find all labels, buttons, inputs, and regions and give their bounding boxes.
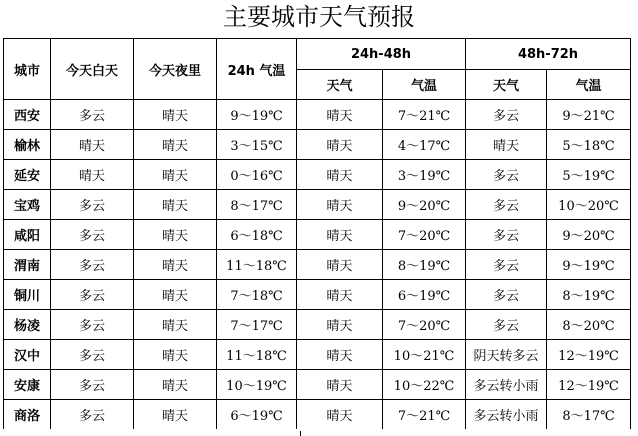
cell-night: 晴天	[134, 400, 217, 430]
cell-w48: 晴天	[297, 370, 383, 400]
table-row	[4, 280, 631, 310]
cell-w48: 晴天	[297, 220, 383, 250]
edge-tick	[300, 431, 301, 436]
table-row	[4, 370, 631, 400]
cell-w72: 多云转小雨	[466, 370, 547, 400]
table-row	[4, 310, 631, 340]
header-period-48-72: 48h-72h	[466, 39, 631, 70]
cell-t24: 7～17℃	[217, 310, 297, 340]
cell-day: 多云	[51, 400, 134, 430]
cell-city: 铜川	[4, 280, 51, 310]
cell-night: 晴天	[134, 280, 217, 310]
header-tonight: 今天夜里	[134, 39, 217, 100]
cell-w48: 晴天	[297, 130, 383, 160]
cell-t72: 12～19℃	[547, 370, 631, 400]
header-row-1	[4, 39, 631, 70]
cell-w72: 多云	[466, 220, 547, 250]
cell-city: 渭南	[4, 250, 51, 280]
cell-day: 多云	[51, 370, 134, 400]
table-row	[4, 250, 631, 280]
cell-w72: 晴天	[466, 130, 547, 160]
cell-city: 延安	[4, 160, 51, 190]
cell-w48: 晴天	[297, 310, 383, 340]
table-row	[4, 160, 631, 190]
cell-night: 晴天	[134, 190, 217, 220]
forecast-table	[3, 38, 631, 429]
cell-day: 多云	[51, 310, 134, 340]
cell-day: 多云	[51, 220, 134, 250]
cell-t24: 7～18℃	[217, 280, 297, 310]
cell-t24: 8～17℃	[217, 190, 297, 220]
table-row	[4, 400, 631, 430]
cell-t48: 3～19℃	[383, 160, 466, 190]
header-weather-72: 天气	[466, 70, 547, 100]
header-temp-48: 气温	[383, 70, 466, 100]
cell-city: 汉中	[4, 340, 51, 370]
page-title: 主要城市天气预报	[223, 3, 415, 31]
cell-city: 安康	[4, 370, 51, 400]
cell-city: 宝鸡	[4, 190, 51, 220]
cell-night: 晴天	[134, 370, 217, 400]
cell-t48: 7～20℃	[383, 220, 466, 250]
cell-t72: 9～20℃	[547, 220, 631, 250]
cell-t24: 6～19℃	[217, 400, 297, 430]
cell-w48: 晴天	[297, 160, 383, 190]
cell-t48: 10～22℃	[383, 370, 466, 400]
cell-w48: 晴天	[297, 100, 383, 130]
cell-w72: 多云	[466, 250, 547, 280]
cell-day: 多云	[51, 280, 134, 310]
cell-city: 榆林	[4, 130, 51, 160]
header-period-24-48: 24h-48h	[297, 39, 466, 70]
table-row	[4, 190, 631, 220]
table-row	[4, 340, 631, 370]
cell-w48: 晴天	[297, 250, 383, 280]
header-temp-72: 气温	[547, 70, 631, 100]
cell-t72: 5～19℃	[547, 160, 631, 190]
cell-t24: 6～18℃	[217, 220, 297, 250]
cell-day: 多云	[51, 340, 134, 370]
cell-t48: 7～21℃	[383, 400, 466, 430]
cell-w48: 晴天	[297, 340, 383, 370]
cell-t24: 11～18℃	[217, 250, 297, 280]
cell-t48: 9～20℃	[383, 190, 466, 220]
cell-w72: 多云	[466, 310, 547, 340]
cell-t72: 9～19℃	[547, 250, 631, 280]
cell-city: 西安	[4, 100, 51, 130]
header-city: 城市	[4, 39, 51, 100]
header-temp-24h: 24h 气温	[217, 39, 297, 100]
cell-t24: 3～15℃	[217, 130, 297, 160]
cell-day: 晴天	[51, 130, 134, 160]
cell-t72: 12～19℃	[547, 340, 631, 370]
cell-w72: 多云	[466, 160, 547, 190]
cell-w48: 晴天	[297, 400, 383, 430]
cell-t72: 9～21℃	[547, 100, 631, 130]
cell-w48: 晴天	[297, 280, 383, 310]
table-row	[4, 130, 631, 160]
cell-day: 多云	[51, 100, 134, 130]
cell-day: 多云	[51, 190, 134, 220]
cell-night: 晴天	[134, 340, 217, 370]
cell-night: 晴天	[134, 220, 217, 250]
cell-w72: 多云转小雨	[466, 400, 547, 430]
cell-t72: 8～17℃	[547, 400, 631, 430]
cell-t72: 8～19℃	[547, 280, 631, 310]
cell-t24: 10～19℃	[217, 370, 297, 400]
cell-night: 晴天	[134, 160, 217, 190]
table-row	[4, 220, 631, 250]
cell-t72: 5～18℃	[547, 130, 631, 160]
cell-w72: 多云	[466, 280, 547, 310]
cell-city: 商洛	[4, 400, 51, 430]
cell-city: 咸阳	[4, 220, 51, 250]
cell-night: 晴天	[134, 310, 217, 340]
cell-w72: 阴天转多云	[466, 340, 547, 370]
cell-night: 晴天	[134, 100, 217, 130]
cell-t48: 8～19℃	[383, 250, 466, 280]
cell-t24: 11～18℃	[217, 340, 297, 370]
cell-w72: 多云	[466, 100, 547, 130]
cell-t24: 9～19℃	[217, 100, 297, 130]
cell-day: 晴天	[51, 160, 134, 190]
cell-night: 晴天	[134, 130, 217, 160]
cell-day: 多云	[51, 250, 134, 280]
cell-t72: 8～20℃	[547, 310, 631, 340]
header-weather-48: 天气	[297, 70, 383, 100]
cell-t24: 0～16℃	[217, 160, 297, 190]
header-today-day: 今天白天	[51, 39, 134, 100]
cell-w72: 多云	[466, 190, 547, 220]
cell-night: 晴天	[134, 250, 217, 280]
table-row	[4, 100, 631, 130]
cell-t72: 10～20℃	[547, 190, 631, 220]
cell-w48: 晴天	[297, 190, 383, 220]
cell-t48: 4～17℃	[383, 130, 466, 160]
cell-t48: 10～21℃	[383, 340, 466, 370]
cell-t48: 7～21℃	[383, 100, 466, 130]
cell-t48: 7～20℃	[383, 310, 466, 340]
cell-city: 杨凌	[4, 310, 51, 340]
cell-t48: 6～19℃	[383, 280, 466, 310]
